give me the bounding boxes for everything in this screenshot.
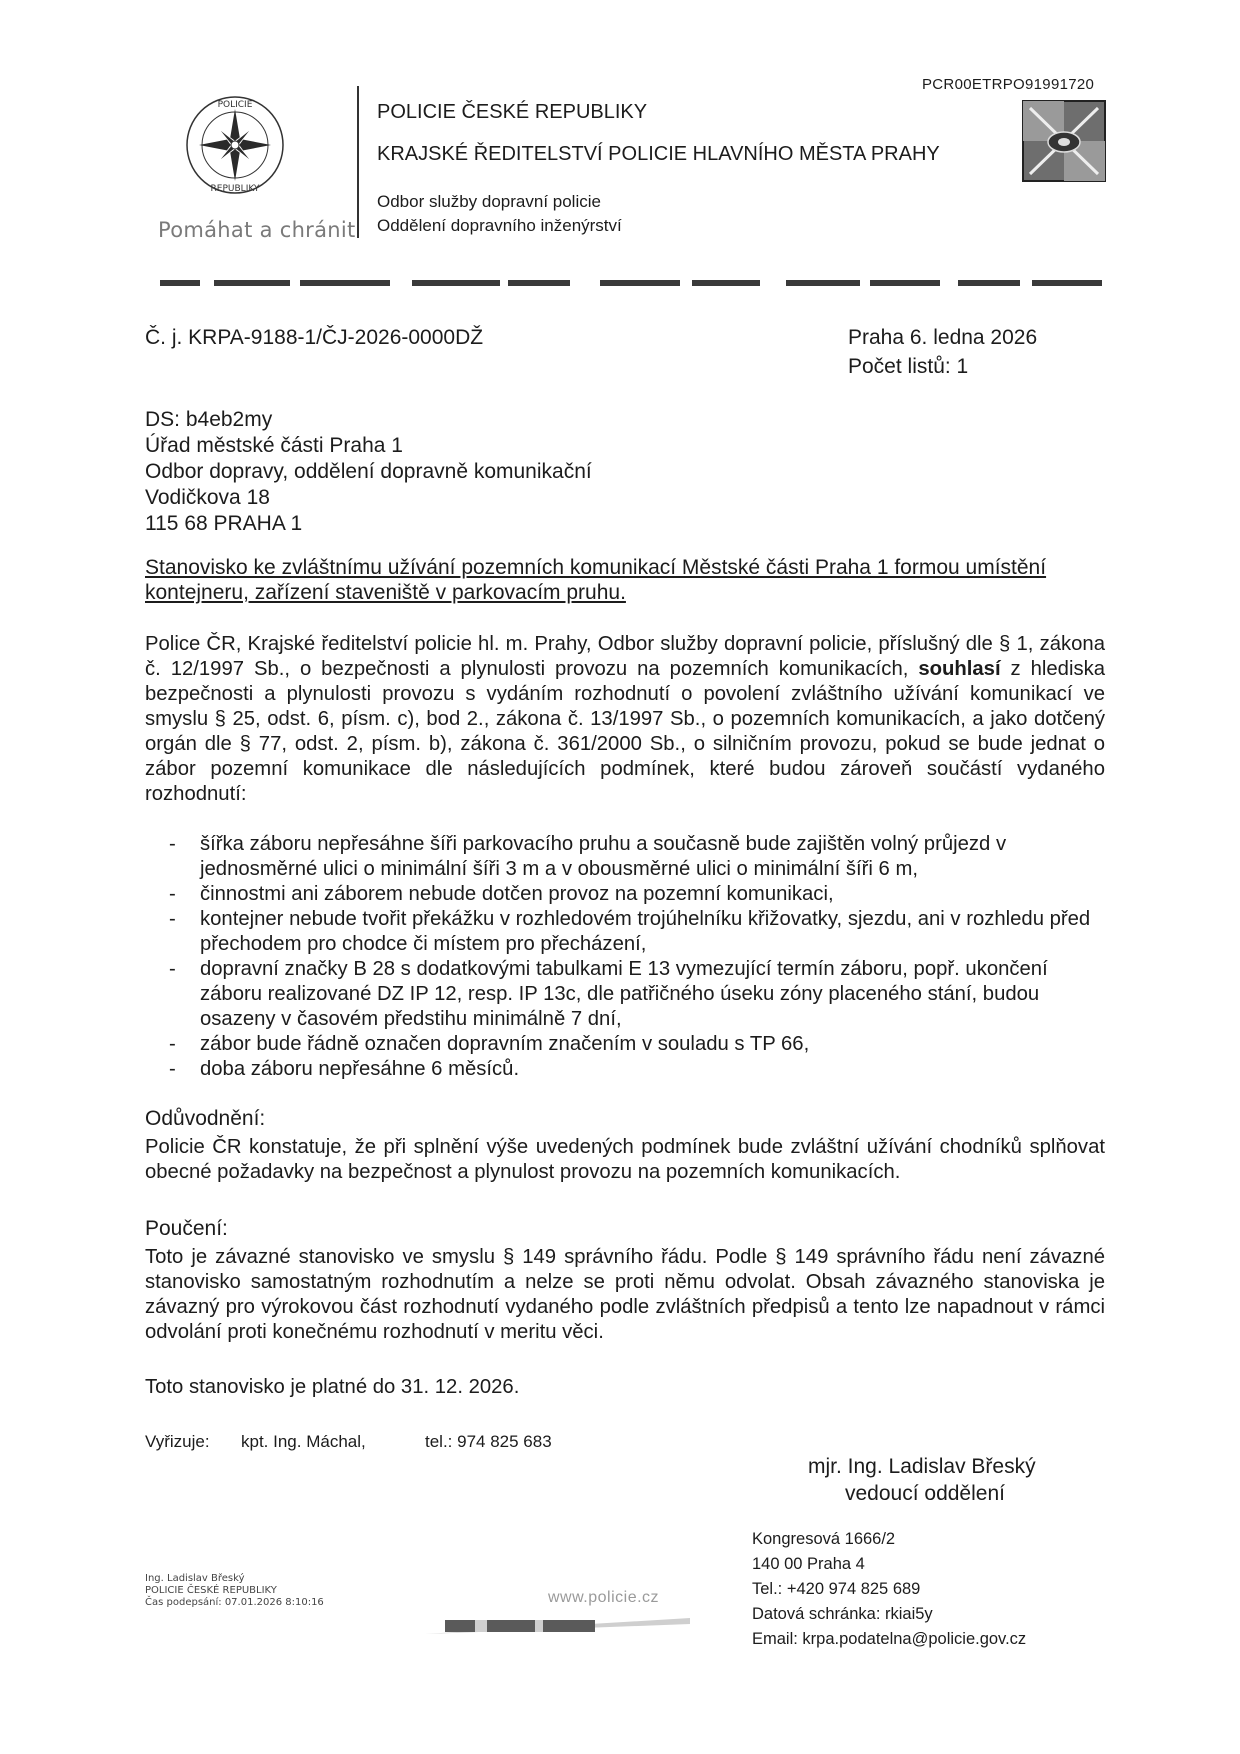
org-name: POLICIE ČESKÉ REPUBLIKY xyxy=(377,101,648,123)
dept-name: Odbor služby dopravní policie xyxy=(377,192,601,211)
bullet-dash: - xyxy=(169,958,176,980)
contact-street: Kongresová 1666/2 xyxy=(752,1530,896,1548)
handler-label: Vyřizuje: xyxy=(145,1432,210,1451)
justification-text: Policie ČR konstatuje, že při splnění výše uvedených podmínek bude zvláštní užívání chodníků splňovat obecné požadavky na bezpečnost a plynulost provozu na pozemních komunikacích. xyxy=(145,1136,1105,1183)
condition-text: činnostmi ani záborem nebude dotčen provoz na pozemní komunikaci, xyxy=(200,883,834,905)
subject: Stanovisko ke zvláštnímu užívání pozemních komunikací Městské části Praha 1 formou umístění kontejneru, zařízení staveniště v parkovacím pruhu. xyxy=(145,556,1047,604)
sheet-count: Počet listů: 1 xyxy=(848,355,969,378)
bullet-dash: - xyxy=(169,908,176,930)
bullet-dash: - xyxy=(169,1058,176,1080)
reference-number: Č. j. KRPA-9188-1/ČJ-2026-0000DŽ xyxy=(145,326,484,349)
signer-title: vedoucí oddělení xyxy=(845,1482,1005,1505)
contact-databox: Datová schránka: rkiai5y xyxy=(752,1605,933,1623)
intro-text-2: z hlediska bezpečnosti a plynulosti provozu s vydáním rozhodnutí o povolení zvláštního užívání komunikací ve smyslu § 25, odst. 6, písm. c), bod 2., zákona č. 13/1997 Sb., o pozemních komunikacích, a jako dotčený orgán dle § 77, odst. 2, písm. b), zákona č. 361/2000 Sb., o silničním provozu, pokud se bude jednat o zábor pozemní komunikace dle následujících podmínek, které budou zároveň součástí vydaného rozhodnutí: xyxy=(145,658,1106,805)
signer-name: mjr. Ing. Ladislav Břeský xyxy=(808,1455,1036,1478)
justification-heading: Odůvodnění: xyxy=(145,1107,266,1130)
bullet-dash: - xyxy=(169,883,176,905)
place-date: Praha 6. ledna 2026 xyxy=(848,326,1038,349)
condition-text: zábor bude řádně označen dopravním značením v souladu s TP 66, xyxy=(200,1033,810,1055)
esig-time: Čas podepsání: 07.01.2026 8:10:16 xyxy=(145,1597,324,1608)
recipient-department: Odbor dopravy, oddělení dopravně komunikační xyxy=(145,460,592,483)
condition-text: šířka záboru nepřesáhne šíři parkovacího pruhu a současně bude zajištěn volný průjezd v jednosměrné ulici o minimální šíři 3 m a v obousměrné ulici o minimální šíři 6 m, xyxy=(200,833,1007,880)
header-divider xyxy=(357,86,359,238)
condition-item xyxy=(145,882,1105,907)
intro-consent: souhlasí xyxy=(918,658,1001,680)
esig-org: POLICIE ČESKÉ REPUBLIKY xyxy=(145,1585,277,1596)
dept-section: Oddělení dopravního inženýrství xyxy=(377,216,622,235)
org-subunit: KRAJSKÉ ŘEDITELSTVÍ POLICIE HLAVNÍHO MĚSTA PRAHY xyxy=(377,143,940,165)
website: www.policie.cz xyxy=(548,1589,660,1606)
motto: Pomáhat a chránit xyxy=(158,218,356,242)
instruction-text: Toto je závazné stanovisko ve smyslu § 149 správního řádu. Podle § 149 správního řádu není závazné stanovisko samostatným rozhodnutím a nelze se proti němu odvolat. Obsah závazného stanoviska je závazný pro výrokovou část rozhodnutí vydaného podle zvláštních předpisů a tento lze napadnout v rámci odvolání proti konečnému rozhodnutí v meritu věci. xyxy=(145,1246,1105,1343)
footer-stripe xyxy=(425,1618,690,1634)
police-star-logo xyxy=(185,95,285,195)
condition-item xyxy=(145,907,1105,957)
recipient-street: Vodičkova 18 xyxy=(145,486,270,509)
validity-statement: Toto stanovisko je platné do 31. 12. 2026. xyxy=(145,1376,520,1398)
handler-name: kpt. Ing. Máchal, xyxy=(241,1432,366,1451)
intro-text-1: Police ČR, Krajské ředitelství policie hl. m. Prahy, Odbor služby dopravní policie, příslušný dle § 1, zákona č. 12/1997 Sb., o bezpečnosti a plynulosti provozu na pozemních komunikacích, xyxy=(145,633,1105,680)
esig-name: Ing. Ladislav Břeský xyxy=(145,1573,245,1584)
recipient-office: Úřad městské části Praha 1 xyxy=(145,434,403,457)
contact-email: Email: krpa.podatelna@policie.gov.cz xyxy=(752,1630,1027,1648)
handler-phone: tel.: 974 825 683 xyxy=(425,1432,552,1451)
condition-text: dopravní značky B 28 s dodatkovými tabulkami E 13 vymezující termín záboru, popř. ukončení záboru realizované DZ IP 12, resp. IP 13c, dle patřičného úseku zóny placeného stání, budou osazeny v časovém předstihu minimálně 7 dní, xyxy=(200,958,1048,1030)
condition-item xyxy=(145,1032,1105,1057)
condition-text: kontejner nebude tvořit překážku v rozhledovém trojúhelníku křižovatky, sjezdu, ani v rozhledu před přechodem pro chodce či místem pro přecházení, xyxy=(200,908,1091,955)
condition-item xyxy=(145,957,1105,1032)
instruction-heading: Poučení: xyxy=(145,1217,228,1240)
contact-phone: Tel.: +420 974 825 689 xyxy=(752,1580,921,1598)
prague-police-crest xyxy=(1022,100,1106,182)
bullet-dash: - xyxy=(169,1033,176,1055)
bullet-dash: - xyxy=(169,833,176,855)
document-id: PCR00ETRPO91991720 xyxy=(922,76,1095,93)
condition-text: doba záboru nepřesáhne 6 měsíců. xyxy=(200,1058,520,1080)
recipient-databox: DS: b4eb2my xyxy=(145,408,273,431)
conditions-list xyxy=(145,832,1105,1082)
svg-text:POLICIE: POLICIE xyxy=(217,100,253,110)
intro-paragraph xyxy=(145,632,1105,807)
header-stripe xyxy=(160,278,1102,288)
svg-text:REPUBLIKY: REPUBLIKY xyxy=(210,184,260,194)
condition-item xyxy=(145,1057,1105,1082)
condition-item xyxy=(145,832,1105,882)
recipient-city: 115 68 PRAHA 1 xyxy=(145,512,303,535)
contact-city: 140 00 Praha 4 xyxy=(752,1555,865,1573)
